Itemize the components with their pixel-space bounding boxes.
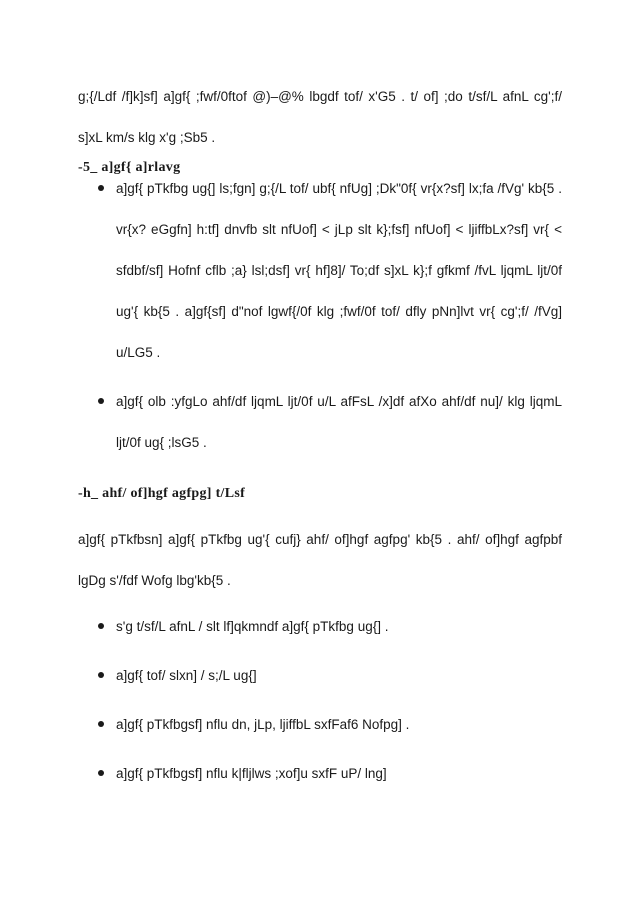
list-item xyxy=(78,704,562,745)
list-item xyxy=(78,655,562,696)
list-item-text: a]gf{ pTkfbg ug{] ls;fgn] g;{/L tof/ ubf{ nfUg] ;Dk"0f{ vr{x?sf] lx;fa /fVg' kb{5 . vr{x? eGgfn] h:tf] dnvfb slt nfUof] < jLp slt k};fsf] nfUof] < ljiffbLx?sf] vr{ < sfdbf/sf] Hofnf cflb ;a} lsl;dsf] vr{ hf]8]/ To;df s]xL k};f gfkmf /fvL ljqmL ljt/0f ug'{ kb{5 . a]gf{sf] d"nof lgwf{/0f klg ;fwf/0f tof/ dfly pNn]lvt vr{ cg';f/ /fVg] u/LG5 . xyxy=(116,181,562,360)
list-item xyxy=(78,606,562,647)
list-item xyxy=(78,168,562,373)
bullet-icon xyxy=(98,721,104,727)
intro-paragraph: g;{/Ldf /f]k]sf] a]gf{ ;fwf/0ftof @)–@% lbgdf tof/ x'G5 . t/ of] ;do t/sf/L afnL cg';f/ s]xL km/s klg x'g ;Sb5 . xyxy=(78,89,562,145)
list-item xyxy=(78,753,562,794)
bullet-icon xyxy=(98,672,104,678)
list-item-text: a]gf{ pTkfbgsf] nflu k|fljlws ;xof]u sxfF uP/ lng] xyxy=(116,766,387,781)
list-item-text: a]gf{ tof/ slxn] / s;/L ug{] xyxy=(116,668,257,683)
sales-bullet-list xyxy=(78,168,562,463)
bullet-icon xyxy=(98,770,104,776)
bullet-icon xyxy=(98,398,104,404)
list-item-text: a]gf{ olb :yfgLo ahf/df ljqmL ljt/0f u/L afFsL /x]df afXo ahf/df nu]/ klg ljqmL ljt/0f ug{ ;lsG5 . xyxy=(116,394,562,450)
bullet-icon xyxy=(98,623,104,629)
list-item xyxy=(78,381,562,463)
bullet-icon xyxy=(98,185,104,191)
market-plan-paragraph: a]gf{ pTkfbsn] a]gf{ pTkfbg ug'{ cufj} ahf/ of]hgf agfpg' kb{5 . ahf/ of]hgf agfpbf lgDg s'/fdf Wofg lbg'kb{5 . xyxy=(78,532,562,588)
list-item-text: a]gf{ pTkfbgsf] nflu dn, jLp, ljiffbL sxfFaf6 Nofpg] . xyxy=(116,717,410,732)
list-item-text: s'g t/sf/L afnL / slt lf]qkmndf a]gf{ pTkfbg ug{] . xyxy=(116,619,389,634)
market-plan-bullet-list xyxy=(78,606,562,794)
section-heading-market-plan: -h_ ahf/ of]hgf agfpg] t/Lsf xyxy=(78,486,246,501)
section-heading-sales: -5_ a]gf{ a]rlavg xyxy=(78,160,181,175)
